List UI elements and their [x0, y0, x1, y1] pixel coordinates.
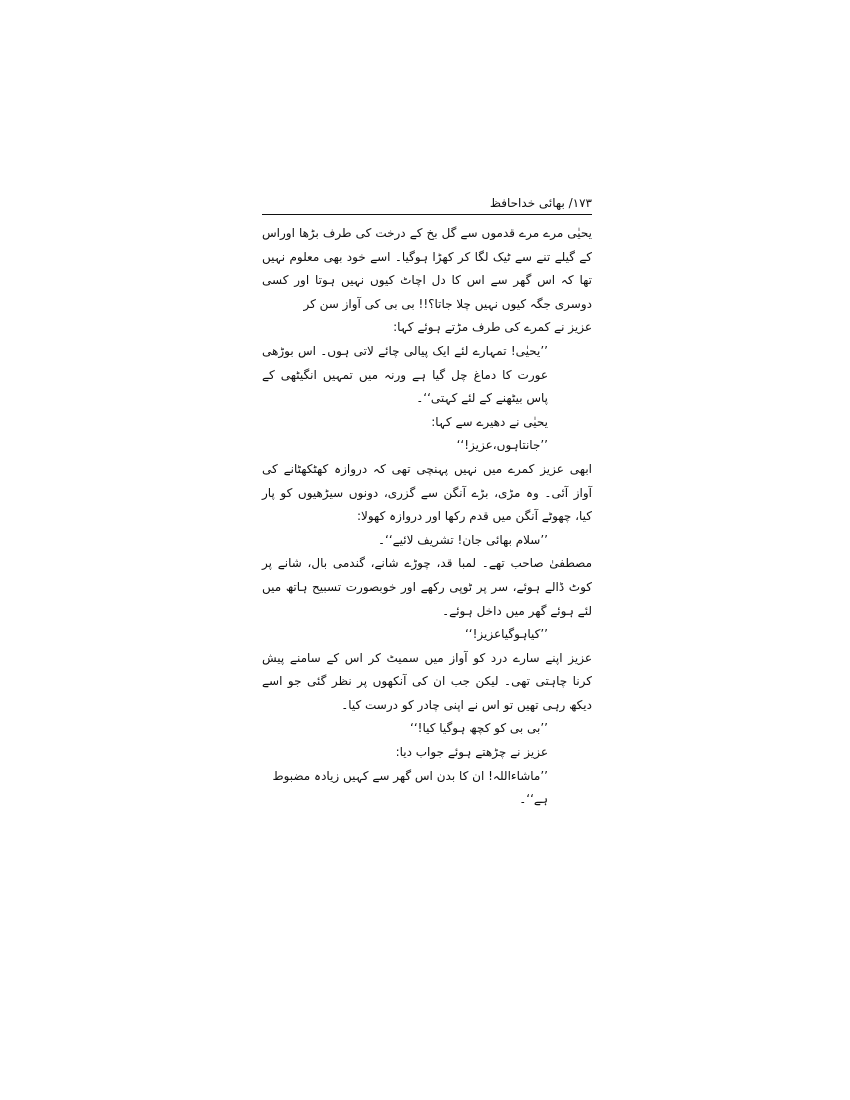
header-rule	[262, 214, 592, 215]
paragraph: عزیز نے چڑھتے ہوئے جواب دیا:	[395, 745, 548, 760]
quoted-dialogue: ’’سلام بھائی جان! تشریف لائیے‘‘۔	[377, 532, 548, 547]
quoted-dialogue: ’’ماشاءاللہ! ان کا بدن اس گھر سے کہیں زیادہ مضبوط ہے‘‘۔	[272, 768, 548, 807]
body-text	[262, 222, 592, 812]
running-header	[262, 192, 592, 214]
quoted-dialogue: ’’جانتاہوں،عزیز!‘‘	[456, 438, 548, 453]
paragraph: عزیز اپنے سارے درد کو آواز میں سمیٹ کر اس کے سامنے پیش کرنا چاہتی تھی۔ لیکن جب ان کی آنکھوں پر نظر گئی جو اسے دیکھ رہی تھیں تو اس نے اپنی چادر کو درست کیا۔	[262, 650, 592, 712]
paragraph: یحیٰی مرے مرے قدموں سے گل بخ کے درخت کی طرف بڑھا اوراس کے گیلے تنے سے ٹیک لگا کر کھڑا ہوگیا۔ اسے خود بھی معلوم نہیں تھا کہ اس گھر سے اس کا دل اچاٹ کیوں نہیں ہوتا اور کسی دوسری جگہ کیوں نہیں چلا جاتا؟!! بی بی کی آواز سن کر	[262, 226, 592, 311]
running-title: ۱۷۳/ بھائی خداحافظ	[489, 196, 592, 210]
quoted-dialogue: ’’بی بی کو کچھ ہوگیا کیا!‘‘	[410, 721, 548, 736]
paragraph: مصطفیٰ صاحب تھے۔ لمبا قد، چوڑے شانے، گندمی بال، شانے پر کوٹ ڈالے ہوئے، سر پر ٹوپی رکھے اور خوبصورت تسبیح ہاتھ میں لئے ہوئے گھر میں داخل ہوئے۔	[262, 556, 592, 618]
paragraph: عزیز نے کمرے کی طرف مڑتے ہوئے کہا:	[393, 320, 592, 335]
quoted-dialogue: ’’کیاہوگیاعزیز!‘‘	[464, 627, 548, 642]
paragraph: ابھی عزیز کمرے میں نہیں پہنچی تھی کہ دروازہ کھٹکھٹانے کی آواز آئی۔ وہ مڑی، بڑے آنگن سے گزری، دونوں سیڑھیوں کو پار کیا، چھوٹے آنگن میں قدم رکھا اور دروازہ کھولا:	[262, 461, 592, 524]
paragraph: یحیٰی نے دھیرے سے کہا:	[431, 414, 548, 429]
quoted-dialogue: ’’یحیٰی! تمہارے لئے ایک پیالی چائے لاتی ہوں۔ اس بوڑھی عورت کا دماغ چل گیا ہے ورنہ میں تمہیں انگیٹھی کے پاس بیٹھنے کے لئے کہتی‘‘۔	[262, 343, 548, 406]
